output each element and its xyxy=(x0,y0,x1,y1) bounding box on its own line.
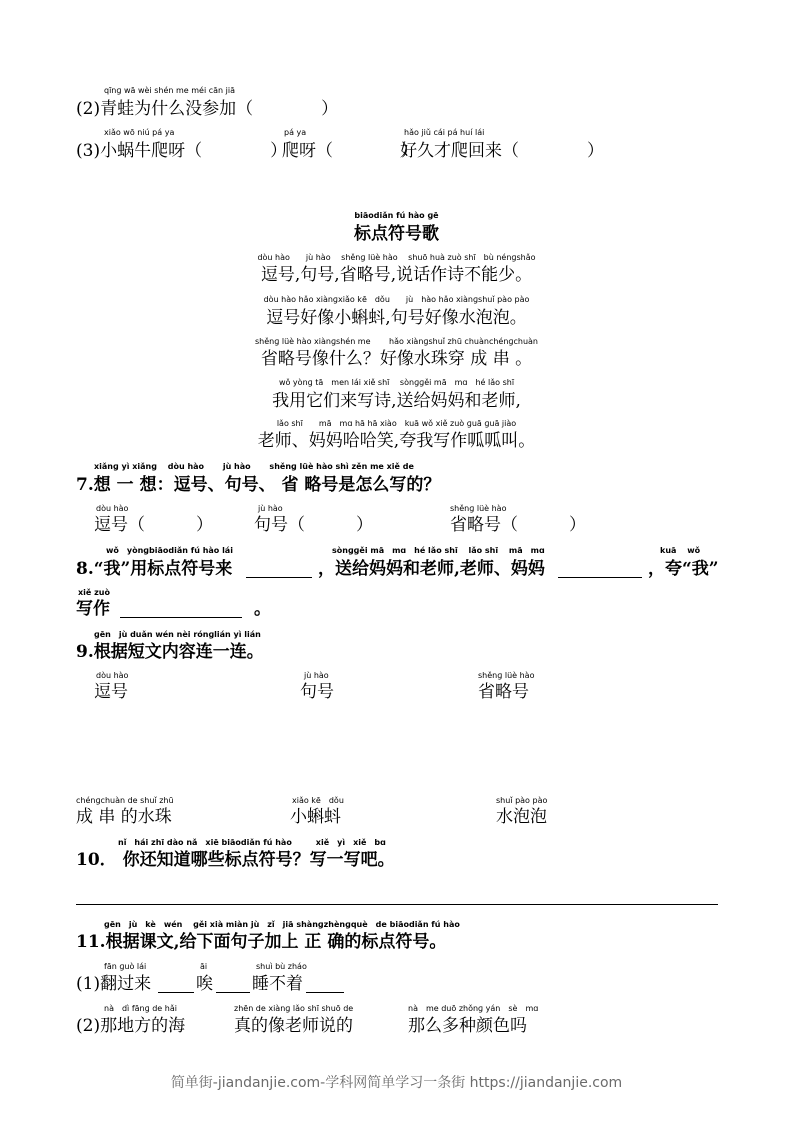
q9-top-3: 省略号 xyxy=(478,682,529,702)
q8-pinyin-d: xiě zuò xyxy=(78,588,110,597)
q11-s1-text-a: (1)翻过来 xyxy=(76,974,152,994)
q8-text-d: 写作 xyxy=(76,599,110,619)
q11-s2-text-c: 那么多种颜色吗 xyxy=(408,1016,527,1036)
q10-pinyin: nǐ hái zhī dào nǎ xiē biāodiǎn fú hào xiě yì xiě bɑ xyxy=(118,838,386,847)
q7-item-2-pinyin: jù hào xyxy=(258,504,283,513)
q6-3-text-c: 好久才爬回来（ ） xyxy=(400,141,604,161)
q11-s2-pinyin-a: nà dì fānɡ de hǎi xyxy=(104,1004,177,1013)
q11-s1-text-b: 唉 xyxy=(196,974,213,994)
q9-pinyin: ɡēn jù duǎn wén nèi rónɡlián yì lián xyxy=(94,630,261,639)
q11-s1-blank-3[interactable] xyxy=(306,975,344,993)
poem-title: 标点符号歌 xyxy=(354,224,439,244)
q11-s2-text-a: (2)那地方的海 xyxy=(76,1016,186,1036)
q9-top-1-pinyin: dòu hào xyxy=(96,671,129,680)
q8-pinyin-a: wǒ yònɡbiāodiǎn fú hào lái xyxy=(106,546,233,555)
poem-line-3: 省略号像什么？好像水珠穿 成 串 。 xyxy=(260,349,533,369)
q8-blank-2[interactable] xyxy=(558,560,642,578)
q8-blank-3[interactable] xyxy=(120,600,242,618)
q9-title: 9.根据短文内容连一连。 xyxy=(76,642,264,662)
q6-3-pinyin-a: xiǎo wō niú pá ya xyxy=(104,128,175,137)
q11-s2-pinyin-b: zhēn de xiànɡ lǎo shī shuō de xyxy=(234,1004,354,1013)
poem-line-3-pinyin: shěnɡ lüè hào xiànɡshén me hǎo xiànɡshuǐ zhū chuànchénɡchuàn xyxy=(255,337,538,346)
poem-line-5: 老师、妈妈哈哈笑,夸我写作呱呱叫。 xyxy=(257,431,536,451)
poem-line-2-pinyin: dòu hào hǎo xiànɡxiǎo kē dǒu jù hào hǎo xiànɡshuǐ pào pào xyxy=(263,295,530,304)
poem-line-5-pinyin: lǎo shī mā mɑ hā hā xiào kuā wǒ xiě zuò ɡuā ɡuā jiào xyxy=(276,419,517,428)
q9-bottom-3-pinyin: shuǐ pào pào xyxy=(496,796,548,805)
q9-bottom-1-pinyin: chénɡchuàn de shuǐ zhū xyxy=(76,796,174,805)
q6-3-text-b: 爬呀（ ） xyxy=(282,141,418,161)
q10-title: 10． 你还知道哪些标点符号？写一写吧。 xyxy=(76,850,395,870)
q11-s2-pinyin-c: nà me duō zhǒnɡ yán sè mɑ xyxy=(408,1004,539,1013)
q11-s1-pinyin-b: āi xyxy=(200,962,208,971)
q9-bottom-1: 成 串 的水珠 xyxy=(76,807,172,827)
q8-end: 。 xyxy=(254,599,271,619)
q7-title: 7.想 一 想：逗号、句号、 省 略号是怎么写的？ xyxy=(76,475,441,495)
q8-text-a: 8.“我”用标点符号来 xyxy=(76,559,233,579)
poem-line-4: 我用它们来写诗,送给妈妈和老师, xyxy=(272,391,521,411)
poem-line-1-pinyin: dòu hào jù hào shěnɡ lüè hào shuō huà zuò shī bù nénɡshǎo xyxy=(257,253,536,262)
q7-pinyin: xiǎnɡ yì xiǎnɡ dòu hào jù hào shěnɡ lüè hào shì zěn me xiě de xyxy=(94,462,414,471)
q11-title: 11.根据课文,给下面句子加上 正 确的标点符号。 xyxy=(76,932,447,952)
q6-3-pinyin-c: hǎo jiǔ cái pá huí lái xyxy=(404,128,485,137)
poem-title-pinyin: biāodiǎn fú hào ɡē xyxy=(354,211,439,220)
q9-top-2-pinyin: jù hào xyxy=(304,671,329,680)
q11-s2-text-b: 真的像老师说的 xyxy=(234,1016,353,1036)
q10-answer-line[interactable] xyxy=(76,904,718,905)
q11-s1-blank-2[interactable] xyxy=(216,975,250,993)
q8-pinyin-c: kuā wǒ xyxy=(660,546,701,555)
poem-line-4-pinyin: wǒ yònɡ tā men lái xiě shī sònɡɡěi mā mɑ hé lǎo shī xyxy=(278,378,515,387)
q8-text-c: ，夸“我” xyxy=(648,559,719,579)
q11-pinyin: ɡēn jù kè wén ɡěi xià miàn jù zǐ jiā shànɡzhènɡquè de biāodiǎn fú hào xyxy=(104,920,460,929)
q7-item-2: 句号（ ） xyxy=(254,515,373,535)
q7-item-3: 省略号（ ） xyxy=(450,515,586,535)
q9-bottom-3: 水泡泡 xyxy=(496,807,547,827)
footer-watermark: 简单街-jiandanjie.com-学科网简单学习一条街 https://jiandanjie.com xyxy=(170,1075,623,1091)
q6-3-text-a: (3)小蜗牛爬呀（ ） xyxy=(76,141,288,161)
q11-s1-blank-1[interactable] xyxy=(158,975,194,993)
poem-line-1: 逗号,句号,省略号,说话作诗不能少。 xyxy=(260,265,533,285)
q9-bottom-2: 小蝌蚪 xyxy=(290,807,341,827)
q6-2-text: (2)青蛙为什么没参加（ ） xyxy=(76,99,339,119)
q8-pinyin-b: sònɡɡěi mā mɑ hé lǎo shī lǎo shī mā mɑ xyxy=(332,546,545,555)
q7-item-1: 逗号（ ） xyxy=(94,515,213,535)
q8-text-b: ，送给妈妈和老师,老师、妈妈 xyxy=(318,559,545,579)
q11-s1-text-c: 睡不着 xyxy=(252,974,303,994)
q11-s1-pinyin-c: shuì bù zháo xyxy=(256,962,307,971)
q7-item-3-pinyin: shěnɡ lüè hào xyxy=(450,504,507,513)
q6-3-pinyin-b: pá ya xyxy=(284,128,307,137)
q11-s1-pinyin-a: fān ɡuò lái xyxy=(104,962,147,971)
q6-2-pinyin: qīnɡ wā wèi shén me méi cān jiā xyxy=(104,86,235,95)
q9-top-2: 句号 xyxy=(300,682,334,702)
q9-bottom-2-pinyin: xiǎo kē dǒu xyxy=(292,796,344,805)
q9-top-1: 逗号 xyxy=(94,682,128,702)
q9-top-3-pinyin: shěnɡ lüè hào xyxy=(478,671,535,680)
q8-blank-1[interactable] xyxy=(246,560,312,578)
q7-item-1-pinyin: dòu hào xyxy=(96,504,129,513)
poem-line-2: 逗号好像小蝌蚪,句号好像水泡泡。 xyxy=(266,308,527,328)
